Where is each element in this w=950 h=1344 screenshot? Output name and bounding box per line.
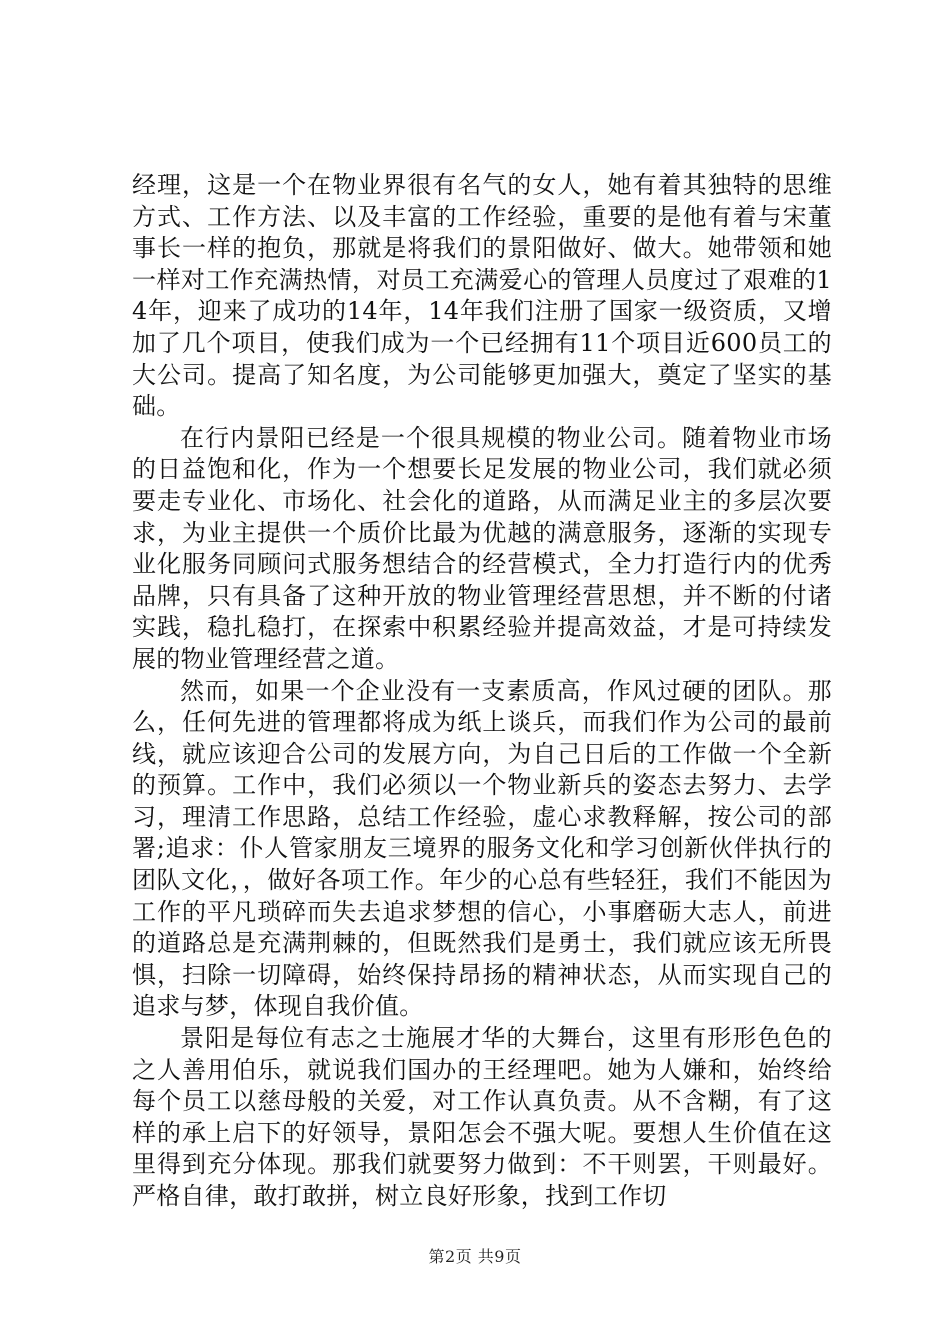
paragraph-2: 在行内景阳已经是一个很具规模的物业公司。随着物业市场的日益饱和化，作为一个想要长足发展的物业公司，我们就必须要走专业化、市场化、社会化的道路，从而满足业主的多层次要求，为业主提供一个质价比最为优越的满意服务，逐渐的实现专业化服务同顾问式服务想结合的经营模式，全力打造行内的优秀品牌，只有具备了这种开放的物业管理经营思想，并不断的付诸实践，稳扎稳打，在探索中积累经验并提高效益，才是可持续发展的物业管理经营之道。 (132, 423, 832, 673)
document-body (132, 170, 832, 1213)
paragraph-4: 景阳是每位有志之士施展才华的大舞台，这里有形形色色的之人善用伯乐，就说我们国办的王经理吧。她为人嫌和，始终给每个员工以慈母般的关爱，对工作认真负责。从不含糊，有了这样的承上启下的好领导，景阳怎会不强大呢。要想人生价值在这里得到充分体现。那我们就要努力做到：不干则罢，干则最好。严格自律，敢打敢拼，树立良好形象，找到工作切 (132, 1024, 832, 1210)
paragraph-1: 经理，这是一个在物业界很有名气的女人，她有着其独特的思维方式、工作方法、以及丰富的工作经验，重要的是他有着与宋董事长一样的抱负，那就是将我们的景阳做好、做大。她带领和她一样对工作充满热情，对员工充满爱心的管理人员度过了艰难的14年，迎来了成功的14年，14年我们注册了国家一级资质，又增加了几个项目，使我们成为一个已经拥有11个项目近600员工的大公司。提高了知名度，为公司能够更加强大，奠定了坚实的基础。 (132, 171, 832, 421)
page-footer: 第2页 共9页 (428, 1247, 522, 1266)
paragraph-3: 然而，如果一个企业没有一支素质高，作风过硬的团队。那么，任何先进的管理都将成为纸上谈兵，而我们作为公司的最前线，就应该迎合公司的发展方向，为自己日后的工作做一个全新的预算。工作中，我们必须以一个物业新兵的姿态去努力、去学习，理清工作思路，总结工作经验，虚心求教释解，按公司的部署;追求：仆人管家朋友三境界的服务文化和学习创新伙伴执行的团队文化，，做好各项工作。年少的心总有些轻狂，我们不能因为工作的平凡琐碎而失去追求梦想的信心，小事磨砺大志人，前进的道路总是充满荆棘的，但既然我们是勇士，我们就应该无所畏惧，扫除一切障碍，始终保持昂扬的精神状态，从而实现自己的追求与梦，体现自我价值。 (132, 676, 832, 1021)
